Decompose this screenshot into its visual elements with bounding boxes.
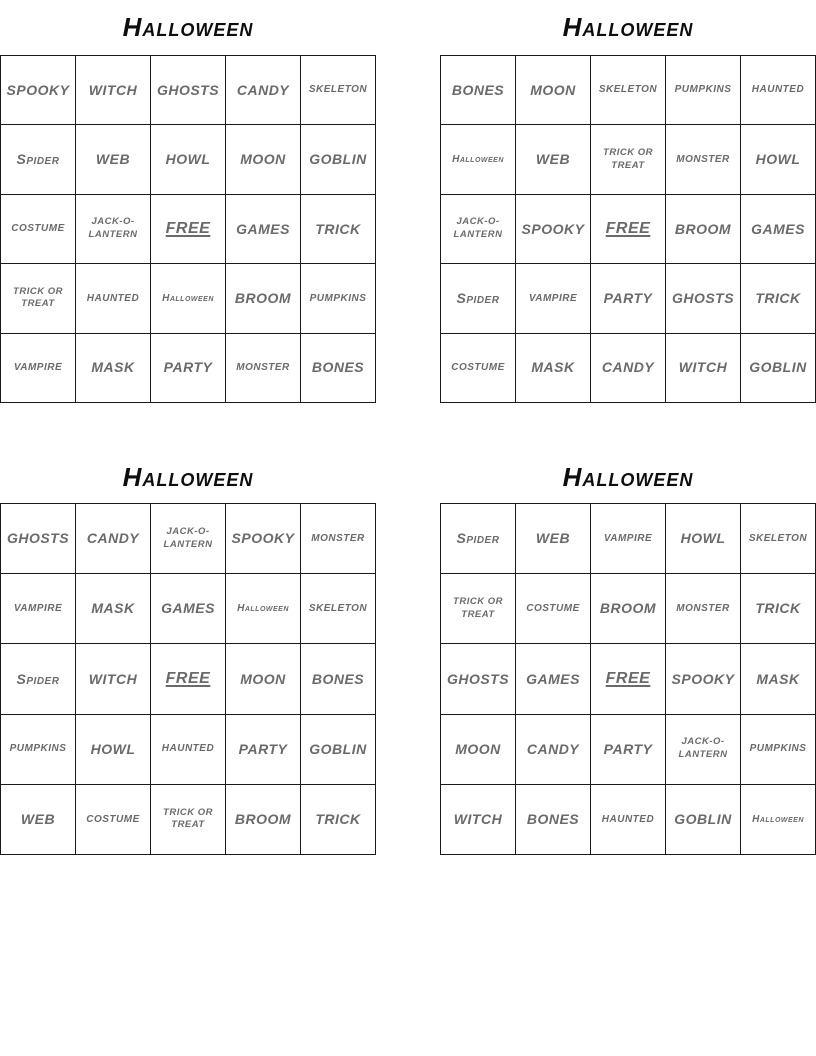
bingo-cell: GAMES (151, 574, 225, 643)
bingo-grid (440, 503, 816, 855)
bingo-cell: VAMPIRE (591, 504, 665, 573)
bingo-cell: Spider (441, 504, 515, 573)
bingo-cell: WEB (76, 125, 150, 193)
bingo-cell: SPOOKY (1, 56, 75, 124)
bingo-cell: TRICK OR TREAT (151, 785, 225, 854)
bingo-cell: PARTY (591, 264, 665, 332)
bingo-cell: SKELETON (591, 56, 665, 124)
bingo-cell: SPOOKY (666, 644, 740, 713)
bingo-cell: MOON (226, 644, 300, 713)
bingo-cell: CANDY (516, 715, 590, 784)
bingo-cell: MOON (441, 715, 515, 784)
free-cell: FREE (591, 195, 665, 263)
bingo-cell: Halloween (226, 574, 300, 643)
bingo-cell: Spider (1, 125, 75, 193)
bingo-cell: BROOM (591, 574, 665, 643)
bingo-cell: PARTY (226, 715, 300, 784)
bingo-cell: COSTUME (516, 574, 590, 643)
bingo-cell: HOWL (666, 504, 740, 573)
bingo-cell: TRICK OR TREAT (441, 574, 515, 643)
bingo-cell: VAMPIRE (1, 334, 75, 402)
bingo-cell: SKELETON (301, 574, 375, 643)
bingo-cell: GHOSTS (441, 644, 515, 713)
bingo-cell: COSTUME (441, 334, 515, 402)
card-title: Halloween (562, 12, 694, 42)
bingo-cell: BONES (516, 785, 590, 854)
bingo-cell: JACK-O-LANTERN (76, 195, 150, 263)
bingo-cell: JACK-O-LANTERN (666, 715, 740, 784)
bingo-cell: CANDY (226, 56, 300, 124)
bingo-cell: MOON (516, 56, 590, 124)
bingo-cell: TRICK (301, 785, 375, 854)
bingo-cell: WITCH (76, 644, 150, 713)
bingo-cell: MASK (76, 574, 150, 643)
card-title: Halloween (122, 462, 254, 492)
bingo-grid (440, 55, 816, 403)
bingo-cell: BROOM (666, 195, 740, 263)
bingo-cell: COSTUME (1, 195, 75, 263)
bingo-cell: GHOSTS (666, 264, 740, 332)
bingo-cell: Halloween (741, 785, 815, 854)
bingo-cell: WEB (1, 785, 75, 854)
bingo-cell: HOWL (741, 125, 815, 193)
bingo-cell: PUMPKINS (741, 715, 815, 784)
bingo-cell: WITCH (666, 334, 740, 402)
bingo-cell: MOON (226, 125, 300, 193)
bingo-cell: GAMES (226, 195, 300, 263)
free-cell: FREE (151, 195, 225, 263)
bingo-cell: TRICK (741, 264, 815, 332)
bingo-cell: JACK-O-LANTERN (151, 504, 225, 573)
bingo-cell: PUMPKINS (1, 715, 75, 784)
bingo-cell: CANDY (591, 334, 665, 402)
bingo-cell: PARTY (591, 715, 665, 784)
bingo-cell: HAUNTED (76, 264, 150, 332)
bingo-cell: WITCH (441, 785, 515, 854)
bingo-cell: PARTY (151, 334, 225, 402)
bingo-cell: HAUNTED (151, 715, 225, 784)
bingo-cell: HAUNTED (741, 56, 815, 124)
bingo-cell: BONES (301, 334, 375, 402)
bingo-cell: GHOSTS (151, 56, 225, 124)
bingo-cell: HAUNTED (591, 785, 665, 854)
bingo-cell: TRICK (741, 574, 815, 643)
bingo-cell: WEB (516, 504, 590, 573)
bingo-cell: VAMPIRE (516, 264, 590, 332)
bingo-cell: MONSTER (666, 574, 740, 643)
bingo-cell: BONES (441, 56, 515, 124)
bingo-cell: WITCH (76, 56, 150, 124)
bingo-cell: BONES (301, 644, 375, 713)
bingo-cell: GHOSTS (1, 504, 75, 573)
bingo-cell: SPOOKY (516, 195, 590, 263)
bingo-cell: JACK-O-LANTERN (441, 195, 515, 263)
bingo-cell: SKELETON (301, 56, 375, 124)
bingo-grid (0, 503, 376, 855)
bingo-cell: MASK (76, 334, 150, 402)
bingo-cell: SPOOKY (226, 504, 300, 573)
bingo-cell: HOWL (151, 125, 225, 193)
bingo-cell: WEB (516, 125, 590, 193)
bingo-cell: BROOM (226, 785, 300, 854)
free-cell: FREE (151, 644, 225, 713)
bingo-cell: MONSTER (226, 334, 300, 402)
bingo-cell: TRICK OR TREAT (591, 125, 665, 193)
bingo-cell: Spider (441, 264, 515, 332)
bingo-cell: PUMPKINS (301, 264, 375, 332)
bingo-cell: TRICK (301, 195, 375, 263)
bingo-cell: GOBLIN (301, 125, 375, 193)
bingo-cell: SKELETON (741, 504, 815, 573)
bingo-cell: MONSTER (666, 125, 740, 193)
bingo-cell: MASK (516, 334, 590, 402)
bingo-cell: GAMES (741, 195, 815, 263)
bingo-cell: GOBLIN (741, 334, 815, 402)
bingo-cell: BROOM (226, 264, 300, 332)
bingo-cell: Halloween (441, 125, 515, 193)
bingo-cell: MASK (741, 644, 815, 713)
bingo-cell: TRICK OR TREAT (1, 264, 75, 332)
bingo-grid (0, 55, 376, 403)
bingo-cell: GAMES (516, 644, 590, 713)
bingo-cell: Spider (1, 644, 75, 713)
bingo-cell: PUMPKINS (666, 56, 740, 124)
free-cell: FREE (591, 644, 665, 713)
bingo-cell: HOWL (76, 715, 150, 784)
bingo-cell: CANDY (76, 504, 150, 573)
bingo-cell: VAMPIRE (1, 574, 75, 643)
bingo-cell: GOBLIN (301, 715, 375, 784)
bingo-cell: Halloween (151, 264, 225, 332)
card-title: Halloween (562, 462, 694, 492)
card-title: Halloween (122, 12, 254, 42)
bingo-cell: MONSTER (301, 504, 375, 573)
bingo-cell: GOBLIN (666, 785, 740, 854)
bingo-cell: COSTUME (76, 785, 150, 854)
